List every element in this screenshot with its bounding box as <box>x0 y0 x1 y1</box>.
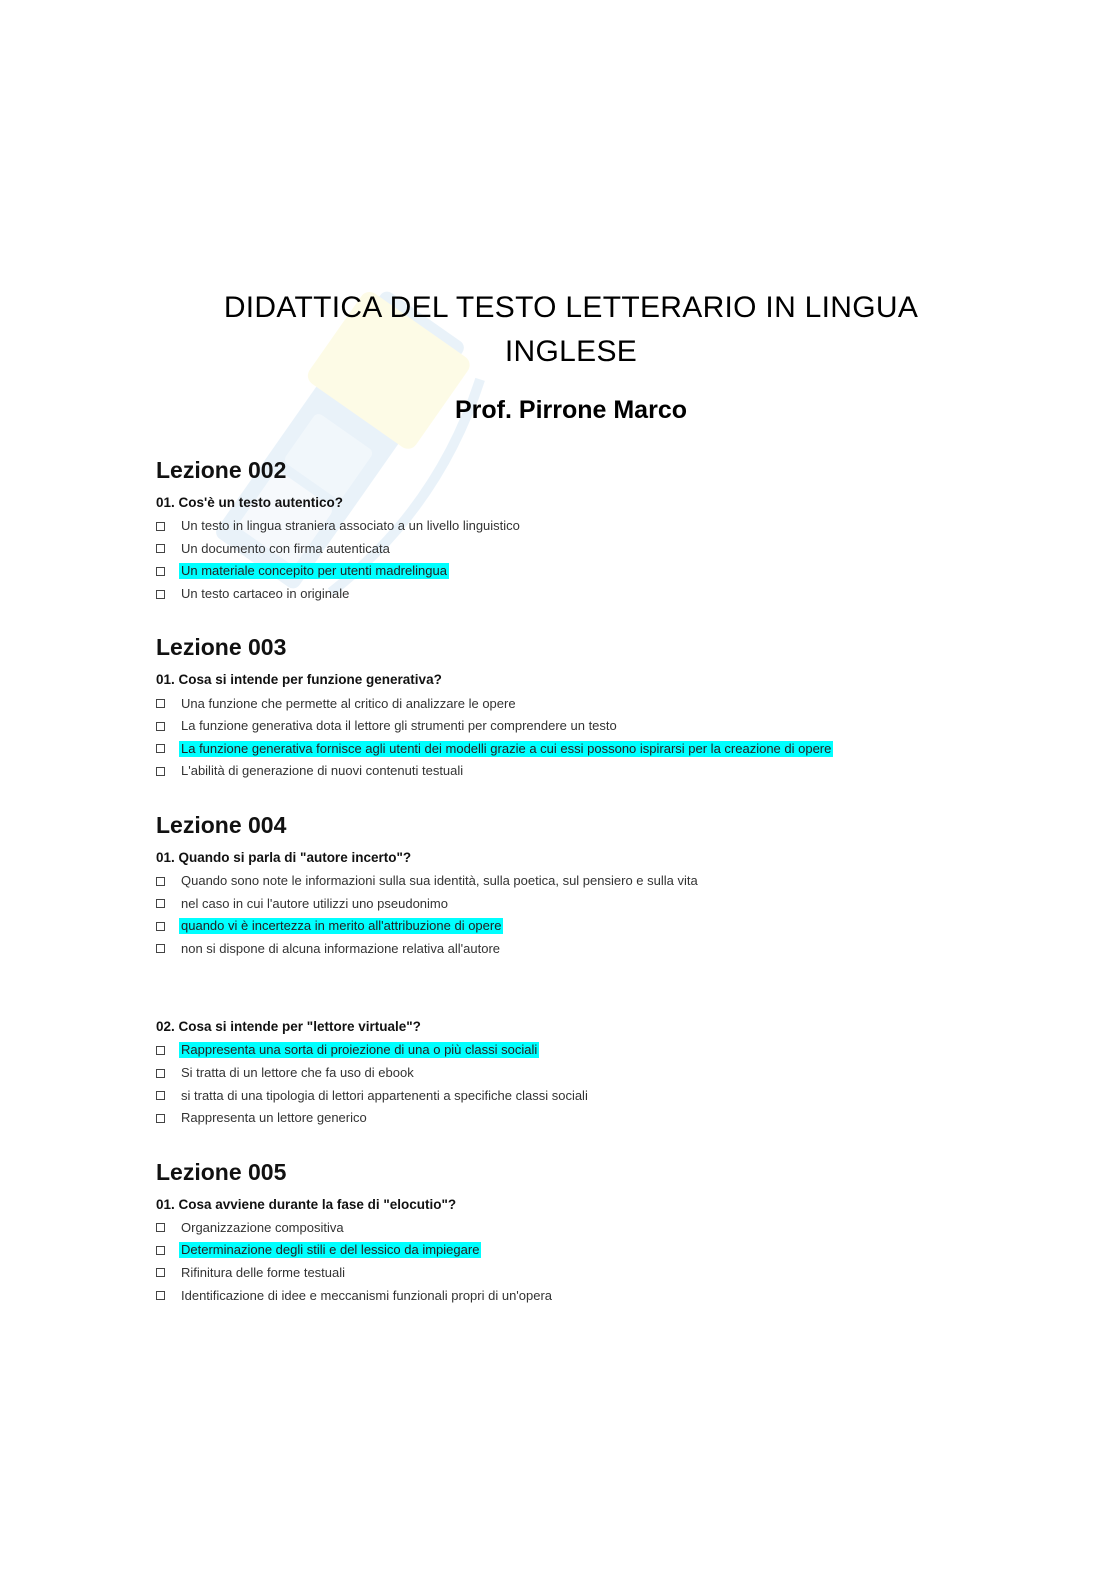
lesson-section <box>156 631 1016 782</box>
checkbox-icon <box>156 1246 165 1255</box>
document-subtitle: Prof. Pirrone Marco <box>455 396 687 424</box>
answer-option <box>156 938 1016 961</box>
answer-list <box>156 1039 1016 1129</box>
answer-option-correct <box>156 915 1016 938</box>
checkbox-icon <box>156 1268 165 1277</box>
answer-text: Identificazione di idee e meccanismi funzionali propri di un'opera <box>181 1287 553 1303</box>
checkbox-icon <box>156 944 165 953</box>
checkbox-icon <box>156 877 165 886</box>
question-text: 01. Cos'è un testo autentico? <box>156 495 343 510</box>
lesson-title: Lezione 002 <box>156 457 287 483</box>
answer-list <box>156 692 1016 782</box>
lesson-section <box>156 454 1016 605</box>
answer-list <box>156 515 1016 605</box>
answer-option <box>156 870 1016 893</box>
question-text: 01. Cosa avviene durante la fase di "elocutio"? <box>156 1196 457 1212</box>
answer-text: Un testo cartaceo in originale <box>181 586 350 602</box>
answer-option <box>156 538 1016 561</box>
lesson-title: Lezione 004 <box>156 811 287 838</box>
checkbox-icon <box>156 1114 165 1123</box>
answer-text: Si tratta di un lettore che fa uso di ebook <box>181 1065 414 1081</box>
answer-option <box>156 892 1016 915</box>
lessons-container <box>156 454 1016 1307</box>
answer-option <box>156 715 1016 738</box>
checkbox-icon <box>156 899 165 908</box>
answer-option <box>156 583 1016 606</box>
question-block <box>156 492 1016 605</box>
answer-option <box>156 760 1016 783</box>
answer-option <box>156 1284 1016 1307</box>
answer-text: Rifinitura delle forme testuali <box>181 1264 346 1280</box>
document-content <box>156 286 1016 1307</box>
question-text: 02. Cosa si intende per "lettore virtuale"? <box>156 1019 421 1035</box>
answer-text: L'abilità di generazione di nuovi contenuti testuali <box>181 763 464 779</box>
checkbox-icon <box>156 1091 165 1100</box>
checkbox-icon <box>156 1223 165 1232</box>
lesson-title: Lezione 005 <box>156 1158 287 1185</box>
answer-text: Un materiale concepito per utenti madrelingua <box>181 563 447 579</box>
checkbox-icon <box>156 699 165 708</box>
answer-text: si tratta di una tipologia di lettori appartenenti a specifiche classi sociali <box>181 1087 588 1103</box>
answer-text: Quando sono note le informazioni sulla sua identità, sulla poetica, sul pensiero e sulla vita <box>181 873 698 889</box>
answer-list <box>156 1217 1016 1307</box>
answer-text: La funzione generativa dota il lettore gli strumenti per comprendere un testo <box>181 718 617 734</box>
answer-text: Un documento con firma autenticata <box>181 540 390 556</box>
checkbox-icon <box>156 590 165 599</box>
question-text: 01. Cosa si intende per funzione generativa? <box>156 672 442 688</box>
checkbox-icon <box>156 522 165 531</box>
answer-option-correct <box>156 1239 1016 1262</box>
answer-text: Organizzazione compositiva <box>181 1219 344 1235</box>
question-block <box>156 847 1016 960</box>
lesson-section <box>156 1156 1016 1307</box>
answer-option <box>156 1062 1016 1085</box>
answer-text: Una funzione che permette al critico di analizzare le opere <box>181 695 516 711</box>
answer-option-correct <box>156 560 1016 583</box>
checkbox-icon <box>156 744 165 753</box>
answer-option-correct <box>156 1039 1016 1062</box>
answer-text: quando vi è incertezza in merito all'attribuzione di opere <box>181 918 502 934</box>
question-block <box>156 1194 1016 1307</box>
answer-text: nel caso in cui l'autore utilizzi uno pseudonimo <box>181 895 448 911</box>
checkbox-icon <box>156 1291 165 1300</box>
answer-option <box>156 692 1016 715</box>
answer-text: Rappresenta una sorta di proiezione di una o più classi sociali <box>181 1042 538 1058</box>
answer-option-correct <box>156 738 1016 761</box>
answer-text: Rappresenta un lettore generico <box>181 1110 367 1126</box>
answer-option <box>156 515 1016 538</box>
answer-option <box>156 1217 1016 1240</box>
document-title: DIDATTICA DEL TESTO LETTERARIO IN LINGUA INGLESE <box>223 291 919 368</box>
answer-option <box>156 1084 1016 1107</box>
question-block <box>156 1016 1016 1129</box>
checkbox-icon <box>156 722 165 731</box>
checkbox-icon <box>156 922 165 931</box>
checkbox-icon <box>156 567 165 576</box>
question-block <box>156 669 1016 782</box>
checkbox-icon <box>156 1069 165 1078</box>
answer-option <box>156 1107 1016 1130</box>
checkbox-icon <box>156 544 165 553</box>
answer-list <box>156 870 1016 960</box>
lesson-title: Lezione 003 <box>156 634 287 661</box>
answer-text: Un testo in lingua straniera associato a un livello linguistico <box>181 518 520 534</box>
question-text: 01. Quando si parla di "autore incerto"? <box>156 849 412 865</box>
checkbox-icon <box>156 1046 165 1055</box>
checkbox-icon <box>156 767 165 776</box>
answer-text: La funzione generativa fornisce agli utenti dei modelli grazie a cui essi possono ispirarsi per la creazione di opere <box>181 740 832 756</box>
answer-text: non si dispone di alcuna informazione relativa all'autore <box>181 940 501 956</box>
answer-text: Determinazione degli stili e del lessico da impiegare <box>181 1242 480 1258</box>
answer-option <box>156 1262 1016 1285</box>
lesson-section <box>156 809 1016 1130</box>
